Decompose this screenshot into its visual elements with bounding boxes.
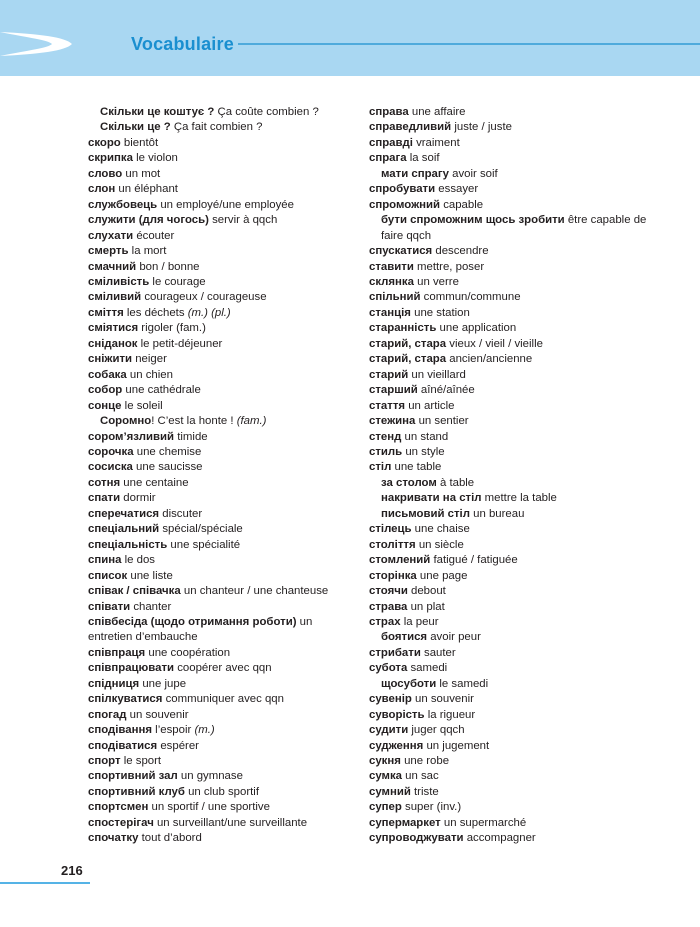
vocab-entry	[88, 399, 356, 414]
entry-headword: судити	[369, 724, 409, 737]
entry-translation: un gymnase	[177, 770, 243, 783]
entry-headword: спина	[88, 554, 122, 567]
entry-translation: à table	[436, 476, 475, 489]
vocab-entry	[88, 105, 356, 120]
vocab-entry	[88, 800, 356, 815]
vocab-entry	[88, 677, 356, 692]
entry-translation: un chanteur / une chanteuse	[180, 585, 329, 598]
page-title: Vocabulaire	[131, 34, 234, 54]
entry-translation: tout d’abord	[138, 832, 202, 845]
entry-translation: une spécialité	[167, 538, 241, 551]
entry-translation: un style	[402, 445, 445, 458]
entry-translation: un sportif / une sportive	[148, 801, 270, 814]
entry-headword: співбесіда (щодо отримання роботи)	[88, 615, 297, 628]
entry-headword: Соромно	[100, 415, 152, 428]
entry-translation: une affaire	[408, 106, 466, 118]
entry-translation: un club sportif	[184, 785, 259, 798]
entry-headword: спроможний	[369, 198, 441, 211]
entry-headword: стомлений	[369, 554, 431, 567]
entry-headword: сорочка	[88, 445, 134, 458]
vocab-entry	[369, 167, 659, 182]
vocab-entry	[369, 831, 659, 846]
vocab-entry	[369, 136, 659, 151]
entry-translation: une liste	[127, 569, 173, 582]
entry-headword: службовець	[88, 198, 158, 211]
vocab-entry	[88, 120, 356, 135]
header-decoration	[0, 0, 700, 76]
entry-translation: un vieillard	[408, 368, 466, 381]
entry-headword: сподіватися	[88, 739, 158, 752]
vocab-entry	[369, 491, 659, 506]
entry-translation: capable	[440, 198, 484, 211]
entry-translation: un mot	[122, 167, 161, 180]
header-band	[0, 0, 700, 76]
entry-translation: un verre	[413, 275, 459, 288]
entry-headword: спеціальність	[88, 538, 168, 551]
entry-translation: super (inv.)	[401, 801, 462, 814]
entry-headword: спортсмен	[88, 801, 149, 814]
vocab-entry	[88, 538, 356, 553]
entry-headword: співак / співачка	[88, 585, 181, 598]
entry-translation: un plat	[407, 600, 445, 613]
vocab-entry	[369, 275, 659, 290]
entry-translation: un supermarché	[440, 816, 527, 829]
entry-headword: мати спрагу	[381, 167, 449, 180]
entry-translation: commun/commune	[420, 291, 521, 304]
entry-translation: la soif	[406, 152, 440, 165]
entry-headword: субота	[369, 662, 408, 675]
entry-headword: сумний	[369, 785, 411, 798]
entry-translation: samedi	[407, 662, 448, 675]
entry-headword: список	[88, 569, 128, 582]
vocab-entry	[88, 337, 356, 352]
vocab-entry	[369, 306, 659, 321]
entry-headword: сподівання	[88, 724, 153, 737]
vocab-entry	[369, 414, 659, 429]
entry-headword: Скільки це ?	[100, 121, 171, 134]
entry-translation: bon / bonne	[136, 260, 200, 273]
entry-translation: écouter	[133, 229, 175, 242]
entry-headword: смачний	[88, 260, 137, 273]
entry-translation: spécial/spéciale	[159, 523, 243, 536]
entry-translation: servir à qqch	[208, 214, 278, 227]
entry-headword: стрибати	[369, 646, 421, 659]
footer-rule	[0, 882, 90, 884]
entry-headword: спілкуватися	[88, 693, 163, 706]
entry-translation: un entretien d’embauche	[88, 615, 313, 644]
vocab-entry	[88, 430, 356, 445]
entry-headword: стиль	[369, 445, 403, 458]
vocab-entry	[88, 306, 356, 321]
entry-headword: смерть	[88, 245, 129, 258]
vocab-entry	[369, 445, 659, 460]
entry-translation: coopérer avec qqn	[174, 662, 272, 675]
vocab-entry	[88, 569, 356, 584]
vocab-entry	[88, 136, 356, 151]
vocab-entry	[369, 260, 659, 275]
entry-translation: le petit-déjeuner	[137, 337, 223, 350]
vocab-column-left	[88, 105, 356, 847]
vocab-entry	[369, 553, 659, 568]
vocab-entry	[369, 646, 659, 661]
vocab-entry	[369, 661, 659, 676]
entry-headword: накривати на стіл	[381, 492, 482, 505]
entry-headword: служити (для чогось)	[88, 214, 209, 227]
vocab-entry	[369, 692, 659, 707]
entry-translation: une station	[410, 306, 470, 319]
entry-translation: une centaine	[120, 476, 189, 489]
entry-headword: скрипка	[88, 152, 133, 165]
entry-translation: le sport	[120, 755, 162, 768]
vocab-entry	[369, 337, 659, 352]
vocab-entry	[88, 739, 356, 754]
entry-headword: ставити	[369, 260, 414, 273]
vocab-entry	[88, 600, 356, 615]
entry-translation: une chaise	[411, 523, 470, 536]
entry-headword: співпрацювати	[88, 662, 175, 675]
entry-translation: triste	[410, 785, 439, 798]
vocab-entry	[369, 600, 659, 615]
vocab-entry	[88, 723, 356, 738]
entry-headword: стоячи	[369, 585, 408, 598]
vocab-entry	[369, 769, 659, 784]
vocab-entry	[369, 460, 659, 475]
entry-translation: vieux / vieil / vieille	[446, 337, 543, 350]
vocab-entry	[88, 785, 356, 800]
entry-translation: essayer	[435, 183, 479, 196]
vocab-entry	[88, 167, 356, 182]
entry-translation: un éléphant	[115, 183, 178, 196]
vocab-entry	[88, 182, 356, 197]
vocab-entry	[369, 352, 659, 367]
entry-translation: discuter	[159, 507, 203, 520]
entry-headword: справа	[369, 106, 409, 118]
entry-translation: un sentier	[415, 415, 469, 428]
entry-translation: une chemise	[133, 445, 202, 458]
vocab-entry	[88, 383, 356, 398]
entry-translation: Ça fait combien ?	[170, 121, 263, 134]
vocab-entry	[369, 708, 659, 723]
entry-headword: щосуботи	[381, 677, 437, 690]
entry-headword: стежина	[369, 415, 416, 428]
vocab-entry	[369, 321, 659, 336]
entry-translation: le dos	[121, 554, 155, 567]
entry-translation: la peur	[400, 615, 439, 628]
entry-translation: ! C’est la honte !	[151, 415, 237, 428]
entry-translation: la rigueur	[424, 708, 476, 721]
entry-translation: les déchets	[123, 306, 188, 319]
vocab-entry	[369, 754, 659, 769]
entry-headword: слон	[88, 183, 116, 196]
entry-translation: une cathédrale	[122, 384, 201, 397]
entry-headword: спільний	[369, 291, 421, 304]
entry-headword: скоро	[88, 136, 121, 149]
entry-headword: сміливий	[88, 291, 142, 304]
vocab-entry	[88, 646, 356, 661]
entry-translation: un souvenir	[411, 693, 474, 706]
vocab-entry	[88, 290, 356, 305]
entry-translation: accompagner	[463, 832, 536, 845]
entry-translation: un souvenir	[126, 708, 189, 721]
vocab-entry	[369, 569, 659, 584]
vocab-entry	[369, 198, 659, 213]
entry-translation: descendre	[432, 245, 489, 258]
vocab-entry	[369, 120, 659, 135]
entry-headword: старший	[369, 384, 418, 397]
vocab-entry	[88, 708, 356, 723]
vocab-entry	[88, 151, 356, 166]
entry-translation: mettre la table	[481, 492, 557, 505]
entry-translation: neiger	[132, 353, 167, 366]
entry-translation: l’espoir	[152, 724, 195, 737]
entry-translation: ancien/ancienne	[446, 353, 533, 366]
entry-headword: спеціальний	[88, 523, 160, 536]
vocab-entry	[88, 584, 356, 599]
entry-translation: un siècle	[415, 538, 464, 551]
vocab-entry	[88, 754, 356, 769]
vocab-entry	[88, 831, 356, 846]
vocab-entry	[369, 182, 659, 197]
vocab-entry	[88, 522, 356, 537]
entry-translation: être capable de faire qqch	[381, 214, 647, 242]
vocab-entry	[88, 198, 356, 213]
entry-headword: спочатку	[88, 832, 139, 845]
vocab-entry	[88, 445, 356, 460]
entry-translation: un jugement	[423, 739, 490, 752]
entry-headword: собака	[88, 368, 127, 381]
vocab-entry	[88, 553, 356, 568]
vocab-entry	[88, 260, 356, 275]
entry-headword: спускатися	[369, 245, 433, 258]
entry-translation: debout	[407, 585, 446, 598]
entry-translation: fatigué / fatiguée	[430, 554, 518, 567]
vocab-entry	[88, 507, 356, 522]
vocab-entry	[369, 507, 659, 522]
entry-translation: un chien	[126, 368, 173, 381]
entry-translation: avoir soif	[448, 167, 498, 180]
entry-headword: сувенір	[369, 693, 412, 706]
entry-headword: судження	[369, 739, 424, 752]
entry-headword: сніжити	[88, 353, 133, 366]
entry-translation: timide	[174, 430, 208, 443]
entry-headword: сторінка	[369, 569, 417, 582]
vocab-entry	[88, 229, 356, 244]
entry-translation: un bureau	[469, 507, 525, 520]
vocab-entry	[369, 615, 659, 630]
entry-headword: сміятися	[88, 322, 139, 335]
vocab-entry	[88, 414, 356, 429]
entry-headword: справді	[369, 136, 413, 149]
entry-translation: la mort	[128, 245, 167, 258]
entry-translation: une saucisse	[132, 461, 203, 474]
entry-headword: слово	[88, 167, 123, 180]
vocab-entry	[369, 105, 659, 120]
entry-translation: juger qqch	[408, 724, 465, 737]
vocab-entry	[369, 213, 659, 244]
vocab-entry	[369, 785, 659, 800]
entry-translation: une table	[391, 461, 442, 474]
entry-headword: спати	[88, 492, 121, 505]
entry-headword: сукня	[369, 755, 401, 768]
entry-headword: сміття	[88, 306, 124, 319]
entry-grammar-note: (m.)	[194, 724, 215, 737]
vocab-entry	[369, 800, 659, 815]
entry-translation: espérer	[157, 739, 199, 752]
entry-headword: сумка	[369, 770, 402, 783]
entry-headword: старий, стара	[369, 337, 447, 350]
entry-headword: спортивний клуб	[88, 785, 185, 798]
vocab-entry	[88, 769, 356, 784]
entry-headword: старанність	[369, 322, 437, 335]
entry-headword: письмовий стіл	[381, 507, 470, 520]
vocab-entry	[369, 630, 659, 645]
entry-headword: супер	[369, 801, 402, 814]
entry-translation: communiquer avec qqn	[162, 693, 284, 706]
vocab-entry	[88, 460, 356, 475]
entry-headword: сонце	[88, 399, 122, 412]
entry-translation: le violon	[132, 152, 178, 165]
entry-translation: un stand	[401, 430, 449, 443]
vocab-entry	[88, 816, 356, 831]
entry-headword: спробувати	[369, 183, 436, 196]
entry-translation: un sac	[401, 770, 439, 783]
entry-translation: le soleil	[121, 399, 163, 412]
entry-translation: avoir peur	[427, 631, 481, 644]
entry-translation: le samedi	[436, 677, 489, 690]
entry-translation: juste / juste	[451, 121, 512, 134]
entry-translation: rigoler (fam.)	[138, 322, 206, 335]
vocab-entry	[88, 244, 356, 259]
entry-headword: спостерігач	[88, 816, 154, 829]
vocab-entry	[88, 213, 356, 228]
vocab-entry	[369, 816, 659, 831]
entry-headword: бути спроможним щось зробити	[381, 214, 565, 227]
vocab-entry	[369, 244, 659, 259]
entry-headword: співати	[88, 600, 131, 613]
vocab-entry	[369, 290, 659, 305]
entry-translation: un surveillant/une surveillante	[153, 816, 308, 829]
vocab-entry	[88, 368, 356, 383]
entry-translation: une page	[416, 569, 468, 582]
entry-headword: страва	[369, 600, 408, 613]
entry-translation: mettre, poser	[413, 260, 485, 273]
vocab-entry	[369, 739, 659, 754]
vocab-entry	[88, 275, 356, 290]
entry-translation: courageux / courageuse	[141, 291, 267, 304]
entry-headword: спогад	[88, 708, 127, 721]
entry-translation: un employé/une employée	[157, 198, 294, 211]
vocab-entry	[88, 321, 356, 336]
vocab-entry	[369, 368, 659, 383]
vocab-entry	[88, 491, 356, 506]
entry-translation: dormir	[120, 492, 156, 505]
entry-headword: страх	[369, 615, 401, 628]
entry-headword: спорт	[88, 755, 121, 768]
entry-headword: старий, стара	[369, 353, 447, 366]
entry-grammar-note: (fam.)	[236, 415, 267, 428]
entry-translation: le courage	[149, 275, 206, 288]
entry-headword: склянка	[369, 275, 414, 288]
vocab-entry	[369, 399, 659, 414]
entry-headword: стіл	[369, 461, 392, 474]
entry-translation: chanter	[130, 600, 172, 613]
entry-headword: супроводжувати	[369, 832, 464, 845]
entry-translation: Ça coûte combien ?	[214, 106, 319, 118]
entry-headword: спідниця	[88, 677, 140, 690]
entry-headword: старий	[369, 368, 409, 381]
entry-headword: супермаркет	[369, 816, 441, 829]
entry-headword: співпраця	[88, 646, 146, 659]
vocab-entry	[369, 677, 659, 692]
vocab-entry	[88, 692, 356, 707]
entry-headword: стенд	[369, 430, 402, 443]
vocab-entry	[88, 352, 356, 367]
vocab-entry	[88, 615, 356, 646]
entry-headword: Скільки це коштує ?	[100, 106, 215, 118]
entry-headword: собор	[88, 384, 123, 397]
entry-headword: справедливий	[369, 121, 452, 134]
entry-headword: слухати	[88, 229, 134, 242]
entry-headword: стаття	[369, 399, 406, 412]
entry-headword: сніданок	[88, 337, 138, 350]
entry-translation: sauter	[420, 646, 456, 659]
vocab-column-right	[369, 105, 659, 847]
vocab-entry	[369, 151, 659, 166]
page-number: 216	[61, 863, 83, 878]
entry-headword: сосиска	[88, 461, 133, 474]
vocab-entry	[369, 522, 659, 537]
vocab-entry	[369, 383, 659, 398]
entry-translation: une jupe	[139, 677, 187, 690]
entry-translation: une robe	[400, 755, 450, 768]
entry-grammar-note: (m.) (pl.)	[187, 306, 231, 319]
entry-headword: стілець	[369, 523, 412, 536]
vocab-entry	[88, 661, 356, 676]
entry-translation: une coopération	[145, 646, 231, 659]
entry-headword: століття	[369, 538, 416, 551]
entry-headword: суворість	[369, 708, 425, 721]
entry-translation: un article	[405, 399, 455, 412]
entry-headword: станція	[369, 306, 411, 319]
vocab-entry	[369, 723, 659, 738]
vocab-entry	[369, 476, 659, 491]
entry-translation: une application	[436, 322, 517, 335]
vocab-entry	[88, 476, 356, 491]
entry-headword: за столом	[381, 476, 437, 489]
header-swoosh	[0, 32, 72, 56]
entry-headword: спрага	[369, 152, 407, 165]
vocab-entry	[369, 538, 659, 553]
entry-translation: vraiment	[412, 136, 460, 149]
entry-headword: сотня	[88, 476, 121, 489]
entry-headword: спортивний зал	[88, 770, 178, 783]
entry-headword: боятися	[381, 631, 428, 644]
vocab-entry	[369, 430, 659, 445]
vocab-entry	[369, 584, 659, 599]
entry-headword: сперечатися	[88, 507, 160, 520]
entry-translation: bientôt	[120, 136, 159, 149]
entry-translation: aîné/aînée	[417, 384, 475, 397]
entry-headword: сором’язливий	[88, 430, 175, 443]
entry-headword: сміливість	[88, 275, 150, 288]
